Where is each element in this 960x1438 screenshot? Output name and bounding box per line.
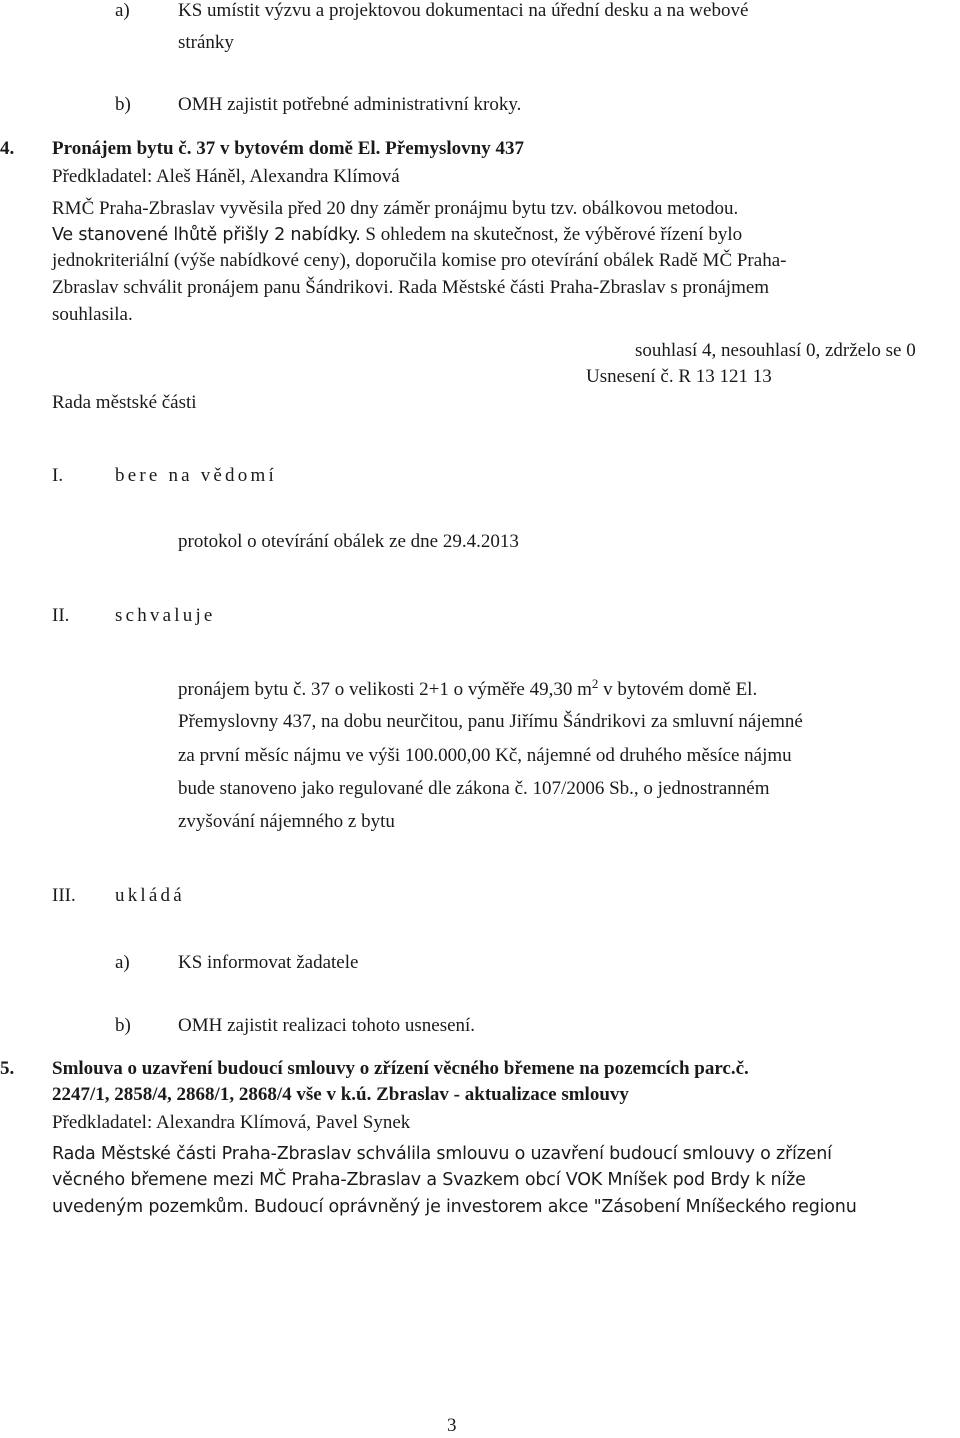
- section-II-line5: zvyšování nájemného z bytu: [178, 811, 395, 832]
- section-II-roman: II.: [52, 605, 70, 626]
- item5-paragraph-line2: věcného břemene mezi MČ Praha-Zbraslav a Svazkem obcí VOK Mníšek pod Brdy k níže: [52, 1170, 806, 1190]
- section-III-heading: ukládá: [115, 885, 185, 906]
- item4-title: Pronájem bytu č. 37 v bytovém domě El. Přemyslovny 437: [52, 138, 524, 159]
- item5-number: 5.: [0, 1058, 15, 1079]
- list-marker-b: b): [115, 94, 131, 115]
- item5-title-line2: 2247/1, 2858/4, 2868/1, 2868/4 vše v k.ú. Zbraslav - aktualizace smlouvy: [52, 1084, 629, 1105]
- council-label: Rada městské části: [52, 392, 197, 413]
- page-number: 3: [447, 1415, 457, 1436]
- vote-result: souhlasí 4, nesouhlasí 0, zdrželo se 0: [635, 340, 916, 361]
- section-III-marker-a: a): [115, 952, 130, 973]
- item4-paragraph-line1: RMČ Praha-Zbraslav vyvěsila před 20 dny záměr pronájmu bytu tzv. obálkovou metodou.: [52, 198, 739, 219]
- item5-presenters: Předkladatel: Alexandra Klímová, Pavel Synek: [52, 1112, 411, 1133]
- section-III-marker-b: b): [115, 1015, 131, 1036]
- section-I-roman: I.: [52, 465, 64, 486]
- resolution-number: Usnesení č. R 13 121 13: [586, 366, 772, 387]
- list-item-a-line1: KS umístit výzvu a projektovou dokumentaci na úřední desku a na webové: [178, 0, 749, 21]
- section-II-line1: [178, 676, 758, 701]
- list-item-b: OMH zajistit potřebné administrativní kroky.: [178, 94, 522, 115]
- section-II-line1-end: v bytovém domě El.: [598, 679, 758, 700]
- item5-paragraph-line1: Rada Městské části Praha-Zbraslav schválila smlouvu o uzavření budoucí smlouvy o zřízení: [52, 1144, 832, 1164]
- item4-paragraph-line2-end: S ohledem na skutečnost, že výběrové řízení bylo: [360, 224, 743, 245]
- section-II-line4: bude stanoveno jako regulované dle zákona č. 107/2006 Sb., o jednostranném: [178, 778, 770, 799]
- item4-paragraph-line5: souhlasila.: [52, 304, 133, 325]
- list-marker-a: a): [115, 0, 130, 21]
- section-II-line1-start: pronájem bytu č. 37 o velikosti 2+1 o výměře 49,30 m: [178, 679, 592, 700]
- section-I-text: protokol o otevírání obálek ze dne 29.4.2013: [178, 531, 519, 552]
- superscript-2: 2: [591, 676, 599, 691]
- item4-paragraph-line4: Zbraslav schválit pronájem panu Šándrikovi. Rada Městské části Praha-Zbraslav s pronájmem: [52, 277, 770, 298]
- section-II-line3: za první měsíc nájmu ve výši 100.000,00 Kč, nájemné od druhého měsíce nájmu: [178, 745, 792, 766]
- item5-title-line1: Smlouva o uzavření budoucí smlouvy o zřízení věcného břemene na pozemcích parc.č.: [52, 1058, 749, 1079]
- item4-number: 4.: [0, 138, 15, 159]
- section-II-line2: Přemyslovny 437, na dobu neurčitou, panu Jiřímu Šándrikovi za smluvní nájemné: [178, 711, 803, 732]
- section-III-item-b: OMH zajistit realizaci tohoto usnesení.: [178, 1015, 476, 1036]
- item5-paragraph-line3: uvedeným pozemkům. Budoucí oprávněný je investorem akce "Zásobení Mníšeckého regionu: [52, 1197, 857, 1217]
- item4-paragraph-line3: jednokriteriální (výše nabídkové ceny), doporučila komise pro otevírání obálek Radě MČ Praha-: [52, 250, 787, 271]
- item4-presenters: Předkladatel: Aleš Háněl, Alexandra Klímová: [52, 166, 400, 187]
- section-III-item-a: KS informovat žadatele: [178, 952, 359, 973]
- section-I-heading: bere na vědomí: [115, 465, 277, 486]
- section-III-roman: III.: [52, 885, 76, 906]
- section-II-heading: schvaluje: [115, 605, 216, 626]
- list-item-a-line2: stránky: [178, 32, 234, 53]
- item4-paragraph-line2-start: Ve stanovené lhůtě přišly 2 nabídky.: [52, 225, 361, 245]
- item4-paragraph-line2: [52, 224, 742, 246]
